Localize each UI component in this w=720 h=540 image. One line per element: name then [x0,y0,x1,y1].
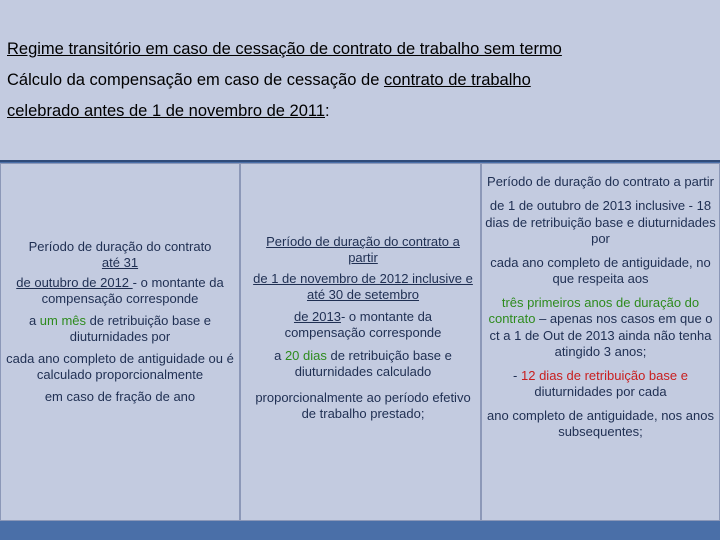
col1-para-3: a um mês de retribuição base e diuturnidades por [28,313,212,344]
col1-para-4: cada ano completo de antiguidade ou é calculado proporcionalmente [6,351,234,382]
col3-para-4: três primeiros anos de duração do contrato – apenas nos casos em que o ct a 1 de Out de 2013 ainda não tenha atingido 3 anos; [488,294,713,359]
col3-para-6: ano completo de antiguidade, nos anos subsequentes; [487,407,714,439]
title-text-1: Regime transitório em caso de cessação de contrato de trabalho sem termo [7,40,562,58]
title-line-1 [7,40,562,59]
title-header [0,0,720,162]
col2-para-5: proporcionalmente ao período efetivo de trabalho prestado; [255,390,471,421]
col1-para-2: de outubro de 2012 - o montante da compensação corresponde [16,275,224,306]
col3-para-1: Período de duração do contrato a partir [487,174,714,189]
panel-period-2 [240,163,481,521]
col3-para-2: de 1 de outubro de 2013 inclusive - 18 dias de retribuição base e diuturnidades por [485,198,716,246]
title-text-3b: : [325,102,330,120]
panel-period-3 [481,163,720,521]
col3-para-3: cada ano completo de antiguidade, no que respeita aos [490,254,711,286]
col1-para-1: Período de duração do contrato até 31 [28,239,212,270]
title-text-2b: contrato de trabalho [383,71,531,89]
col2-para-4: a 20 dias de retribuição base e diuturnidades calculado [274,348,452,379]
col2-para-1: Período de duração do contrato a partir [266,234,460,265]
col2-para-2: de 1 de novembro de 2012 inclusive e até 30 de setembro [253,271,473,302]
col2-para-3: de 2013- o montante da compensação corresponde [284,309,442,340]
bottom-band [0,521,720,540]
title-text-3a: celebrado antes de 1 de novembro de 2011 [7,102,326,120]
title-text-2a: Cálculo da compensação em caso de cessação de [7,71,384,89]
column-period-1 [4,239,236,405]
title-line-2 [7,71,531,90]
col3-para-5: - 12 dias de retribuição base e diuturnidades por cada [513,367,688,399]
column-period-3 [484,170,717,441]
col1-para-5: em caso de fração de ano [44,389,196,404]
title-line-3 [7,102,330,121]
column-period-2 [253,234,473,422]
panel-period-1 [0,163,240,521]
